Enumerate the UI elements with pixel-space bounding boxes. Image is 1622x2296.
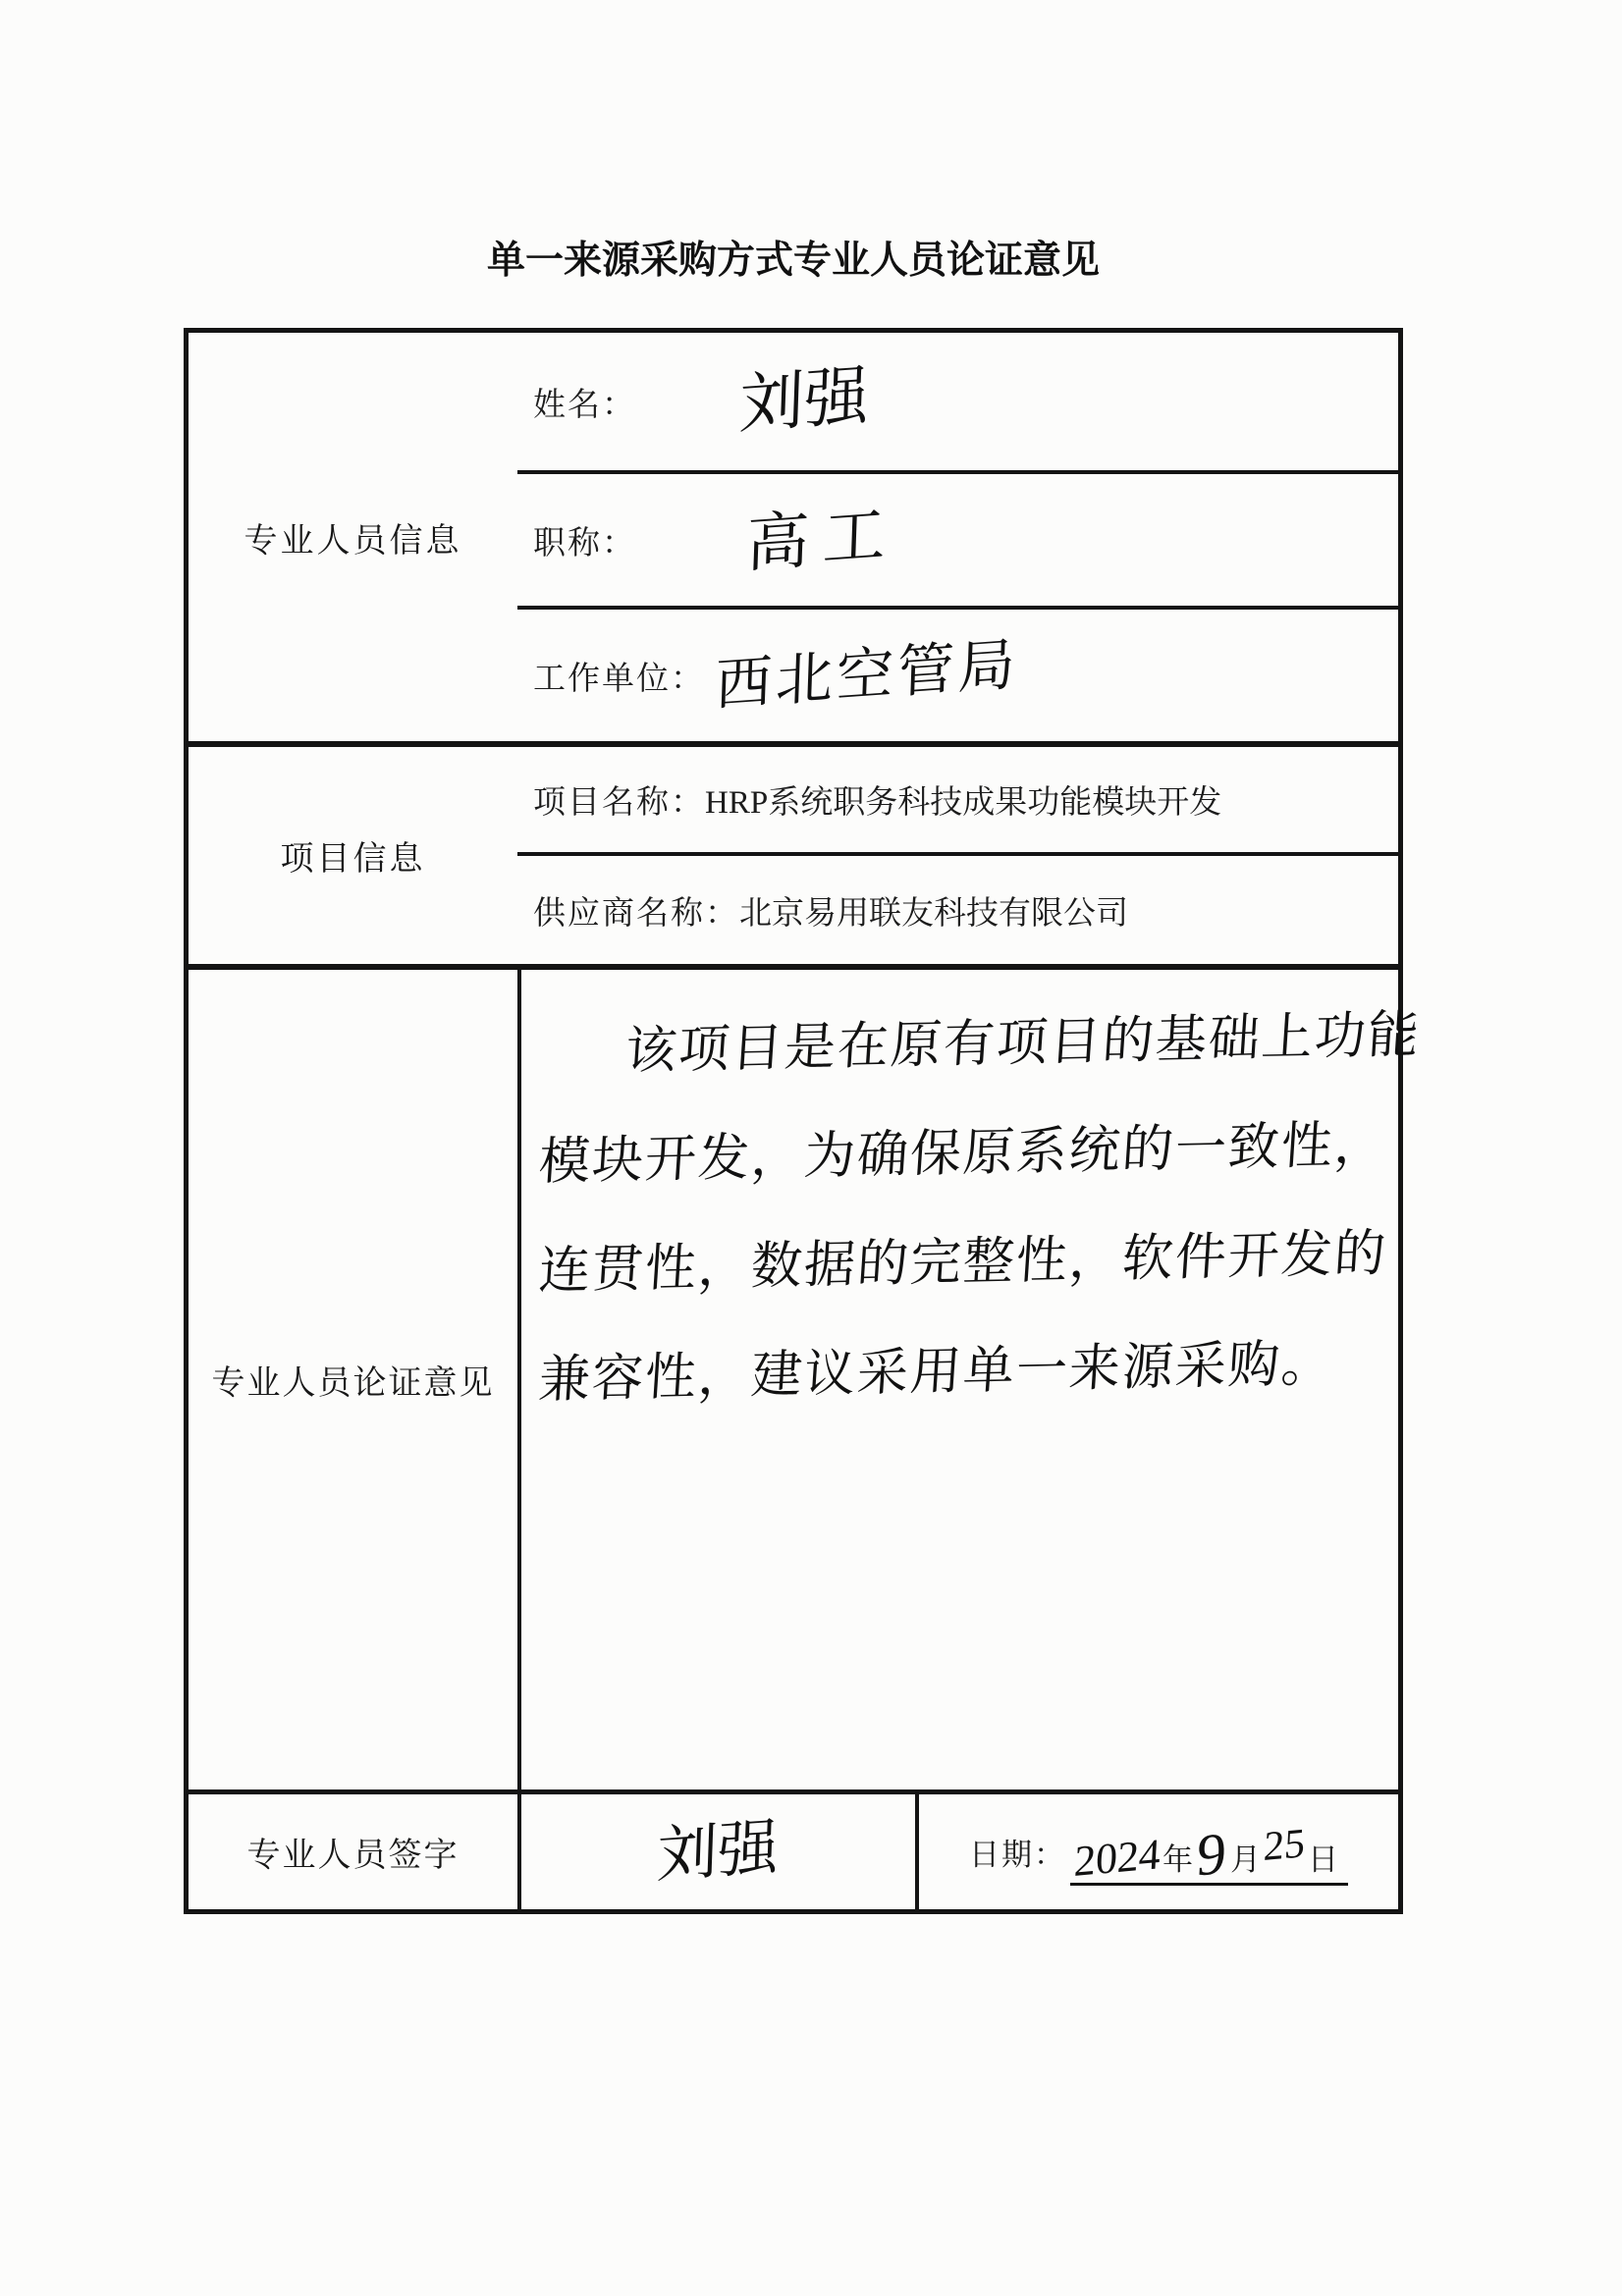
date-month-handwritten: 9 bbox=[1195, 1819, 1228, 1889]
work-unit-handwritten-value: 西北空管局 bbox=[714, 632, 1020, 718]
date-year-unit: 年 bbox=[1162, 1842, 1193, 1878]
project-name-value: HRP系统职务科技成果功能模块开发 bbox=[705, 785, 1222, 821]
date-day-unit: 日 bbox=[1308, 1842, 1338, 1878]
name-row bbox=[517, 333, 1398, 470]
document-title: 单一来源采购方式专业人员论证意见 bbox=[486, 240, 1100, 282]
opinion-line-4: 兼容性，建议采用单一来源采购。 bbox=[537, 1335, 1336, 1410]
name-handwritten-value: 刘强 bbox=[737, 360, 871, 442]
date-label: 日期： bbox=[969, 1838, 1066, 1872]
project-name-row bbox=[517, 741, 1398, 852]
date-value-group bbox=[1070, 1819, 1348, 1889]
title-handwritten-value: 高工 bbox=[744, 499, 901, 580]
work-unit-row bbox=[517, 606, 1398, 741]
title-row bbox=[517, 470, 1398, 606]
opinion-section-label: 专业人员论证意见 bbox=[189, 964, 517, 1789]
opinion-line-2: 模块开发，为确保原系统的一致性， bbox=[537, 1116, 1389, 1192]
project-name-label: 项目名称： bbox=[533, 785, 705, 821]
signature-cell bbox=[517, 1789, 915, 1909]
date-cell bbox=[915, 1789, 1398, 1909]
name-label: 姓名： bbox=[533, 387, 636, 423]
opinion-handwritten-text bbox=[517, 964, 1423, 1789]
personnel-section-label: 专业人员信息 bbox=[243, 522, 462, 560]
work-unit-label: 工作单位： bbox=[533, 661, 705, 697]
signature-section-label: 专业人员签字 bbox=[189, 1789, 517, 1909]
supplier-value: 北京易用联友科技有限公司 bbox=[739, 895, 1128, 932]
title-label: 职称： bbox=[533, 525, 636, 561]
supplier-label: 供应商名称： bbox=[533, 895, 739, 932]
opinion-line-1: 该项目是在原有项目的基础上功能 bbox=[623, 1007, 1423, 1081]
date-day-handwritten: 25 bbox=[1262, 1820, 1307, 1870]
project-section-label: 项目信息 bbox=[189, 741, 517, 964]
date-year-handwritten: 2024 bbox=[1072, 1829, 1162, 1886]
signature-handwritten: 刘强 bbox=[656, 1814, 781, 1890]
opinion-line-3: 连贯性，数据的完整性，软件开发的 bbox=[537, 1225, 1389, 1301]
supplier-row bbox=[517, 852, 1398, 964]
opinion-form-table bbox=[184, 328, 1423, 1914]
date-month-unit: 月 bbox=[1230, 1842, 1261, 1878]
